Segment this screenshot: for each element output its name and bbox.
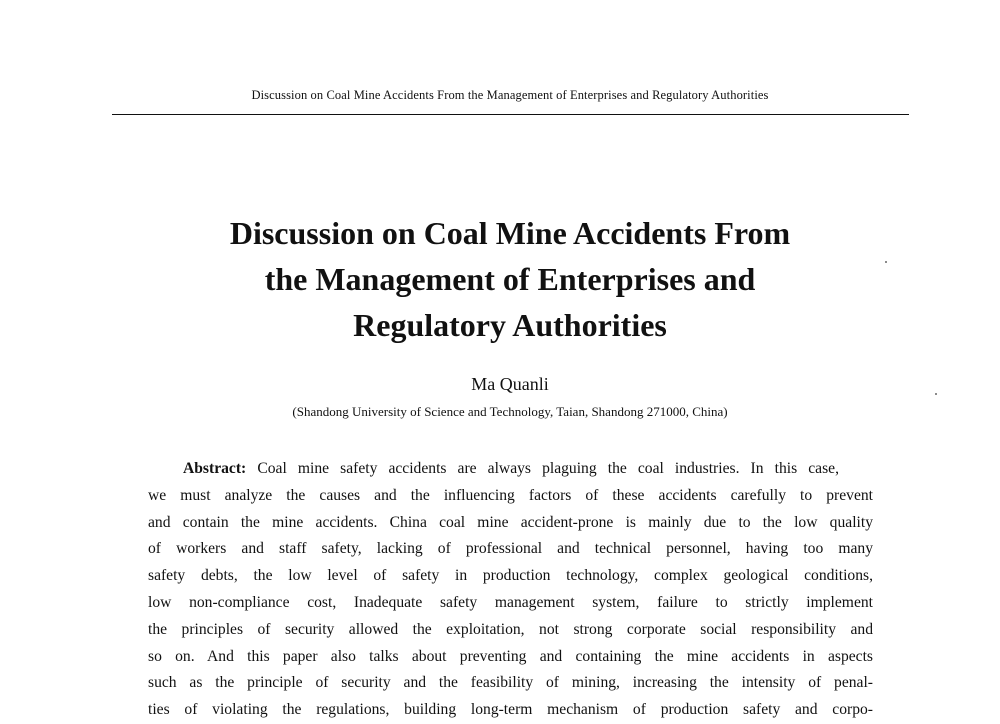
author-name: Ma Quanli <box>471 374 549 394</box>
abstract-line: safety debts, the low level of safety in production technology, complex geological conditions, <box>148 567 873 585</box>
scan-speck <box>885 261 887 263</box>
abstract-line: so on. And this paper also talks about preventing and containing the mine accidents in aspects <box>148 647 873 665</box>
abstract <box>148 456 873 724</box>
title-line: Discussion on Coal Mine Accidents From <box>229 215 791 251</box>
abstract-line: and contain the mine accidents. China coal mine accident-prone is mainly due to the low quality <box>148 513 873 531</box>
author-affiliation: (Shandong University of Science and Technology, Taian, Shandong 271000, China) <box>292 404 728 419</box>
header-rule <box>112 114 909 115</box>
running-header: Discussion on Coal Mine Accidents From the Management of Enterprises and Regulatory Authorities <box>251 88 769 102</box>
abstract-label: Abstract: <box>183 460 247 477</box>
abstract-line: Abstract: Coal mine safety accidents are always plaguing the coal industries. In this case, <box>183 460 839 477</box>
abstract-line: low non-compliance cost, Inadequate safety management system, failure to strictly implement <box>148 593 873 611</box>
title-line: the Management of Enterprises and <box>264 261 756 297</box>
abstract-line: such as the principle of security and the feasibility of mining, increasing the intensity of penal- <box>148 674 873 692</box>
abstract-line: the principles of security allowed the exploitation, not strong corporate social responsibility and <box>148 620 873 638</box>
article-title <box>150 210 870 348</box>
abstract-line: we must analyze the causes and the influencing factors of these accidents carefully to prevent <box>148 486 873 504</box>
abstract-line: ties of violating the regulations, building long-term mechanism of production safety and corpo- <box>148 701 873 719</box>
title-line: Regulatory Authorities <box>353 307 667 343</box>
scan-speck <box>935 393 937 395</box>
abstract-line: of workers and staff safety, lacking of professional and technical personnel, having too many <box>148 540 873 558</box>
